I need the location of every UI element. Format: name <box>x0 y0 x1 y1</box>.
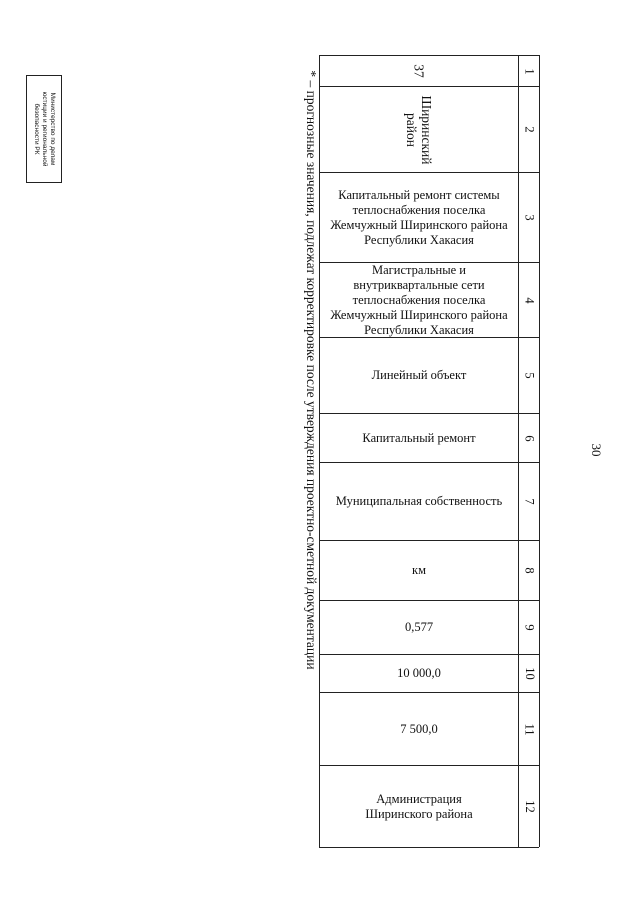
table-row <box>319 463 539 541</box>
column-number-text: 1 <box>523 67 537 75</box>
table-cell-value: 7 500,0 <box>319 693 519 765</box>
table-row <box>319 173 539 263</box>
table-cell-value: Магистральные и внутриквартальные сети теплоснабжения поселка Жемчужный Ширинского района Республики Хакасия <box>319 263 519 337</box>
table-cell-value: Капитальный ремонт системы теплоснабжения поселка Жемчужный Ширинского района Республики Хакасия <box>319 173 519 262</box>
column-number <box>520 693 539 765</box>
registration-stamp <box>26 75 62 183</box>
table-row <box>319 601 539 655</box>
stamp-line: юстиции и региональной <box>41 91 48 167</box>
stamp-text <box>32 79 56 179</box>
column-number-text: 6 <box>523 434 537 442</box>
cell-text: Ширинский район <box>404 94 434 165</box>
cell-text: 37 <box>411 64 427 78</box>
table-row <box>319 693 539 766</box>
stamp-line: Министерство по делам <box>49 92 56 166</box>
table-row <box>319 414 539 463</box>
column-number <box>520 263 539 337</box>
column-number-text: 4 <box>523 296 537 304</box>
table-cell-value: Линейный объект <box>319 338 519 413</box>
column-number <box>520 338 539 413</box>
column-number-text: 11 <box>522 722 537 736</box>
column-number <box>520 766 539 847</box>
table-row <box>319 541 539 601</box>
table-cell-value: Муниципальная собственность <box>319 463 519 540</box>
column-number <box>520 173 539 262</box>
footnote: * – прогнозные значения, подлежат корректировке после утверждения проектно-сметной документации <box>304 70 319 670</box>
table-row <box>319 655 539 693</box>
column-number <box>520 463 539 540</box>
column-number-text: 12 <box>523 800 537 813</box>
stamp-line: безопасности РК <box>33 103 40 155</box>
column-number-text: 8 <box>523 567 537 574</box>
column-number <box>520 414 539 462</box>
table-cell-value <box>319 56 519 86</box>
column-number <box>520 601 539 654</box>
table-row <box>319 56 539 87</box>
table-row <box>319 263 539 338</box>
table-cell-value: Администрация Ширинского района <box>319 766 519 847</box>
column-number <box>520 87 539 172</box>
page-number: 30 <box>589 443 604 457</box>
column-number-text: 5 <box>523 372 537 379</box>
table-cell-value <box>319 87 519 172</box>
column-number <box>520 541 539 600</box>
table-cell-value: км <box>319 541 519 600</box>
table-cell-value: 0,577 <box>319 601 519 654</box>
table-cell-value: 10 000,0 <box>319 655 519 692</box>
column-number-text: 10 <box>523 667 537 680</box>
column-number <box>520 56 539 86</box>
column-number-text: 7 <box>523 498 537 505</box>
table-row <box>319 338 539 414</box>
column-number-text: 3 <box>523 214 537 221</box>
table-cell-value: Капитальный ремонт <box>319 414 519 462</box>
table-row <box>319 766 539 848</box>
data-table <box>319 55 540 847</box>
column-number <box>520 655 539 692</box>
table-row <box>319 87 539 173</box>
column-number-text: 9 <box>523 624 537 631</box>
column-number-text: 2 <box>523 126 537 133</box>
